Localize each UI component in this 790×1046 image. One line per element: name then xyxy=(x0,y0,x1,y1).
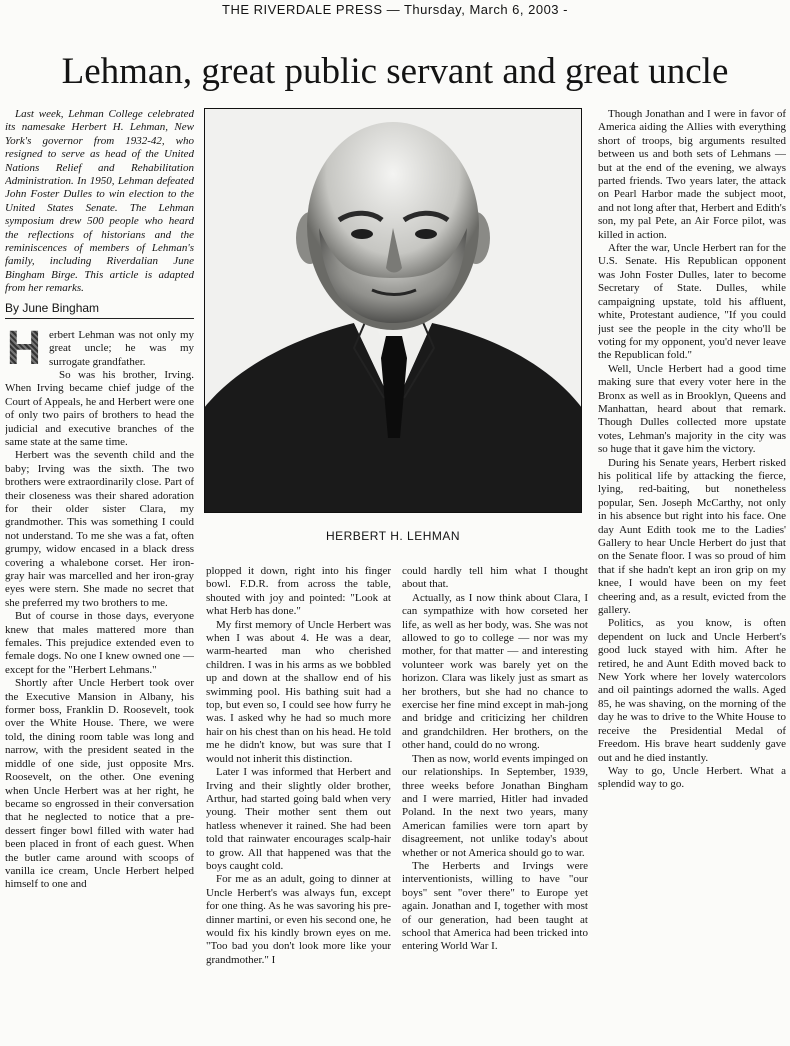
body-paragraph: H erbert Lehman was not only my great uncle; he was my surrogate grandfather. xyxy=(6,321,194,375)
body-paragraph: Well, Uncle Herbert had a good time making sure that every voter here in the Bronx as well as in Brooklyn, Queens and Manhattan, heard about that remark. Though Dulles collected more upstate votes, Lehman's majority in the city was so huge that it gave him the victory. xyxy=(598,362,786,456)
article-column-4 xyxy=(598,108,786,1040)
body-paragraph: plopped it down, right into his finger bowl. F.D.R. from across the table, shouted with joy and pointed: "Look at what Herb has done." xyxy=(206,565,391,618)
article-column-3 xyxy=(402,565,588,1043)
body-paragraph: So was his brother, Irving. When Irving became chief judge of the Court of Appeals, he and Herbert were one of only two pairs of brothers to head the judicial and executive branches of the same state at the same time. xyxy=(5,368,194,448)
body-paragraph: During his Senate years, Herbert risked his political life by attacking the fierce, lying, red-baiting, but nonetheless popular, Sen. Joseph McCarthy, not only in his absence but right into his face. One day Aunt Edith took me to the Ladies' Gallery to hear Uncle Herbert do just that on the Senate floor. I was so proud of him that if she hadn't kept an iron grip on my knee, I would have been on my feet cheering and, as a result, evicted from the gallery. xyxy=(598,456,786,617)
body-paragraph: My first memory of Uncle Herbert was when I was about 4. He was a dear, warm-hearted man who cherished children. I was in his arms as we bobbled up and down at the shallow end of his swimming pool. His bathing suit had a top, but even so, I could see how furry he was. I asked why he had so much more hair on his chest than on his head. He told me he didn't know, but was sure that I would not inherit this distinction. xyxy=(206,618,391,765)
article-intro: Last week, Lehman College celebrated its namesake Herbert H. Lehman, New York's governor from 1932-42, who resigned to serve as head of the United Nations Relief and Rehabilitation Administration. In 1950, Lehman defeated John Foster Dulles to win election to the United States Senate. The Lehman symposium drew 500 people who heard the reflections of historians and the reminiscences of members of Lehman's family, including Riverdalian June Bingham Birge. This article is adapted from her remarks. xyxy=(5,108,194,295)
article-headline: Lehman, great public servant and great uncle xyxy=(61,51,729,92)
byline: By June Bingham xyxy=(5,300,194,319)
body-paragraph: Politics, as you know, is often dependent on luck and Uncle Herbert's good luck stayed with him. After he retired, he and Aunt Edith moved back to New York where her lovely watercolors and oil paintings adorned the walls. Aged 85, he was shaving, on the morning of the day he was to drive to the White House to receive the Presidential Medal of Freedom. His brave heart suddenly gave out and he died instantly. xyxy=(598,617,786,764)
portrait-photo xyxy=(204,108,582,513)
body-paragraph: could hardly tell him what I thought about that. xyxy=(402,565,588,591)
photo-caption: HERBERT H. LEHMAN xyxy=(325,529,461,543)
body-paragraph: But of course in those days, everyone knew that males mattered more than females. This prejudice extended even to female dogs. No one I knew owned one — except for the "Herbert Lehmans." xyxy=(5,610,194,676)
body-paragraph: Actually, as I now think about Clara, I can sympathize with how corseted her life, as well as her body, was. She was not allowed to go to college — nor was my mother, for that matter — and interesting volunteer work was barely yet on the horizon. Clara was likely just as smart as her brothers, but she had no chance to exercise her fine mind except in mah-jong and bridge and criticizing her children and grandchildren. Her brothers, on the other hand, could do no wrong. xyxy=(402,591,588,752)
body-paragraph: After the war, Uncle Herbert ran for the U.S. Senate. His Republican opponent was John Foster Dulles, later to become Secretary of State. Dulles, while campaigning upstate, told his affluent, white, Protestant audience, "If you could just see the people in the city who'll be voting for my opponent, you'd never leave the Republican fold." xyxy=(598,242,786,362)
body-paragraph: Way to go, Uncle Herbert. What a splendid way to go. xyxy=(598,764,786,791)
newspaper-header: THE RIVERDALE PRESS — Thursday, March 6, 2003 - xyxy=(222,2,568,17)
body-paragraph: Shortly after Uncle Herbert took over the Executive Mansion in Albany, his former boss, Franklin D. Roosevelt, took over the White House. There, we were told, the dining room table was long and narrow, with the president seated in the middle of one side, just opposite Mrs. Roosevelt, on the other. One evening when Uncle Herbert was at her right, he became so engrossed in their conversation that he neglected to notice that a pre-dessert finger bowl filled with water had been placed in front of each guest. When the butler came around with scoops of vanilla ice cream, Uncle Herbert helped himself to one and xyxy=(5,677,194,891)
body-paragraph: For me as an adult, going to dinner at Uncle Herbert's was always fun, except for one thing. As he was savoring his pre-dinner martini, or even his second one, he would fix his kindly brown eyes on me. "Too bad you don't look more like your grandmother." I xyxy=(206,873,391,966)
body-paragraph: Herbert was the seventh child and the baby; Irving was the sixth. The two brothers were extraordinarily close. Part of their closeness was their shared adoration for their older sister Clara, my grandmother. This was something I could not understand. To me she was a fat, often grumpy, widow encased in a black dress covering a whalebone corset. Her iron-gray hair was marcelled and her iron-gray eyes were stern. She made no secret that she preferred my two brothers to me. xyxy=(5,449,194,609)
portrait-illustration xyxy=(204,108,582,513)
body-paragraph: Then as now, world events impinged on our relationships. In September, 1939, three weeks before Jonathan Bingham and I were married, Hitler had invaded Poland. In the next two years, many American families were torn apart by disagreement, not unlike today's about whether or not America should go to war. xyxy=(402,752,588,859)
drop-cap: H xyxy=(6,321,42,375)
body-paragraph: The Herberts and Irvings were interventionists, willing to have "our boys" sent "over there" to Europe yet again. Jonathan and I, together with most of our generation, had been taught at school that America had been tricked into entering World War I. xyxy=(402,859,588,953)
article-column-2 xyxy=(206,565,391,1043)
article-column-1 xyxy=(5,108,194,1040)
body-paragraph: Though Jonathan and I were in favor of America aiding the Allies with everything short of troops, big arguments resulted between us and both sets of Lehmans — but at the end of the evening, we always parted friends. Two years later, the attack on Pearl Harbor made the subject moot, and not long after that, Herbert and Edith's son, my pal Pete, an Air Force pilot, was killed in action. xyxy=(598,108,786,241)
body-paragraph: Later I was informed that Herbert and Irving and their slightly older brother, Arthur, had started going bald when very young. Their mother sent them out hatless whenever it rained. She had been told that rainwater encourages scalp-hair to grow. All that happened was that the boys caught cold. xyxy=(206,766,391,872)
